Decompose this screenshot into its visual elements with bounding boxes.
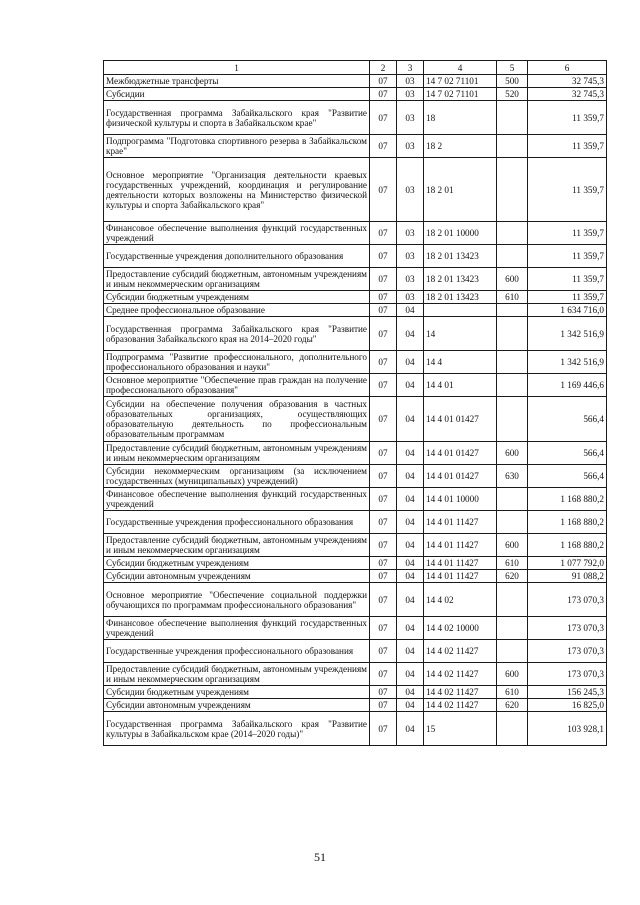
row-target-code: 14 4 02 11427: [424, 640, 497, 663]
row-expense-type: 600: [497, 268, 528, 291]
row-amount: 173 070,3: [528, 617, 607, 640]
table-header-row: [104, 61, 607, 75]
table-row: [104, 663, 607, 686]
row-name: Субсидии автономным учреждениям: [104, 699, 370, 712]
table-row: [104, 686, 607, 699]
row-section: 07: [370, 557, 397, 570]
row-expense-type: 520: [497, 88, 528, 101]
row-subsection: 04: [397, 511, 424, 534]
row-amount: 11 359,7: [528, 135, 607, 158]
row-subsection: 04: [397, 583, 424, 617]
row-target-code: 18 2 01 13423: [424, 268, 497, 291]
row-expense-type: [497, 617, 528, 640]
row-name: Основное мероприятие "Обеспечение социальной поддержки обучающихся по программам профессионального образования": [104, 583, 370, 617]
table-row: [104, 101, 607, 135]
row-target-code: 14 4 01: [424, 374, 497, 397]
row-section: 07: [370, 570, 397, 583]
row-amount: 1 342 516,9: [528, 351, 607, 374]
table-row: [104, 397, 607, 442]
row-section: 07: [370, 351, 397, 374]
row-subsection: 04: [397, 304, 424, 317]
row-name: Государственные учреждения дополнительного образования: [104, 245, 370, 268]
row-target-code: 14 7 02 71101: [424, 75, 497, 88]
row-section: 07: [370, 268, 397, 291]
table-row: [104, 245, 607, 268]
row-expense-type: 630: [497, 465, 528, 488]
row-expense-type: [497, 304, 528, 317]
row-subsection: 04: [397, 397, 424, 442]
header-col-6: 6: [528, 61, 607, 75]
table-row: [104, 583, 607, 617]
row-name: Подпрограмма "Развитие профессионального, дополнительного профессионального образования и науки": [104, 351, 370, 374]
table-row: [104, 75, 607, 88]
row-target-code: 14 4 02 11427: [424, 699, 497, 712]
row-amount: 566,4: [528, 397, 607, 442]
header-col-2: 2: [370, 61, 397, 75]
row-expense-type: 600: [497, 442, 528, 465]
row-amount: 11 359,7: [528, 245, 607, 268]
row-subsection: 03: [397, 75, 424, 88]
row-target-code: 18 2 01 13423: [424, 291, 497, 304]
row-target-code: 14 4 01 11427: [424, 557, 497, 570]
row-subsection: 04: [397, 570, 424, 583]
row-name: Подпрограмма "Подготовка спортивного резерва в Забайкальском крае": [104, 135, 370, 158]
header-col-3: 3: [397, 61, 424, 75]
row-expense-type: [497, 222, 528, 245]
row-amount: 1 342 516,9: [528, 317, 607, 351]
row-name: Финансовое обеспечение выполнения функций государственных учреждений: [104, 222, 370, 245]
row-expense-type: 620: [497, 699, 528, 712]
row-name: Основное мероприятие "Организация деятельности краевых государственных учреждений, координация и регулирование деятельности которых возложены на Министерство физической культуры и спорта Забайкальского края": [104, 158, 370, 222]
row-target-code: 14: [424, 317, 497, 351]
row-section: 07: [370, 304, 397, 317]
row-name: Среднее профессиональное образование: [104, 304, 370, 317]
row-name: Субсидии автономным учреждениям: [104, 570, 370, 583]
row-section: 07: [370, 158, 397, 222]
row-target-code: 14 4 01 11427: [424, 570, 497, 583]
row-amount: 103 928,1: [528, 712, 607, 746]
row-amount: 91 088,2: [528, 570, 607, 583]
row-target-code: 14 4: [424, 351, 497, 374]
row-amount: 156 245,3: [528, 686, 607, 699]
row-target-code: 14 4 02: [424, 583, 497, 617]
row-expense-type: [497, 351, 528, 374]
row-expense-type: [497, 397, 528, 442]
row-name: Субсидии бюджетным учреждениям: [104, 291, 370, 304]
row-subsection: 04: [397, 374, 424, 397]
row-subsection: 03: [397, 158, 424, 222]
table-row: [104, 511, 607, 534]
table-row: [104, 268, 607, 291]
table-row: [104, 374, 607, 397]
row-subsection: 04: [397, 699, 424, 712]
table-row: [104, 570, 607, 583]
row-section: 07: [370, 317, 397, 351]
row-expense-type: 500: [497, 75, 528, 88]
row-name: Государственная программа Забайкальского края "Развитие культуры в Забайкальском крае (2014–2020 годы)": [104, 712, 370, 746]
row-expense-type: 610: [497, 557, 528, 570]
row-name: Субсидии некоммерческим организациям (за исключением государственных (муниципальных) учреждений): [104, 465, 370, 488]
row-name: Финансовое обеспечение выполнения функций государственных учреждений: [104, 488, 370, 511]
row-subsection: 03: [397, 291, 424, 304]
row-target-code: 14 4 01 11427: [424, 534, 497, 557]
row-expense-type: 620: [497, 570, 528, 583]
row-amount: 11 359,7: [528, 222, 607, 245]
row-subsection: 03: [397, 88, 424, 101]
row-section: 07: [370, 75, 397, 88]
row-subsection: 04: [397, 663, 424, 686]
row-name: Государственная программа Забайкальского края "Развитие образования Забайкальского края на 2014–2020 годы": [104, 317, 370, 351]
row-amount: 32 745,3: [528, 75, 607, 88]
row-expense-type: [497, 158, 528, 222]
page-number: 51: [314, 850, 326, 864]
row-target-code: 14 4 01 01427: [424, 465, 497, 488]
row-section: 07: [370, 583, 397, 617]
row-target-code: 18 2 01: [424, 158, 497, 222]
row-name: Межбюджетные трансферты: [104, 75, 370, 88]
row-expense-type: [497, 374, 528, 397]
row-expense-type: [497, 317, 528, 351]
row-amount: 1 169 446,6: [528, 374, 607, 397]
row-amount: 1 168 880,2: [528, 511, 607, 534]
row-target-code: 18 2: [424, 135, 497, 158]
table-row: [104, 304, 607, 317]
row-section: 07: [370, 222, 397, 245]
row-name: Государственные учреждения профессионального образования: [104, 511, 370, 534]
row-amount: 1 168 880,2: [528, 488, 607, 511]
table-row: [104, 317, 607, 351]
row-expense-type: [497, 135, 528, 158]
row-section: 07: [370, 663, 397, 686]
row-subsection: 04: [397, 712, 424, 746]
row-subsection: 03: [397, 268, 424, 291]
row-section: 07: [370, 442, 397, 465]
row-name: Основное мероприятие "Обеспечение прав граждан на получение профессионального образования": [104, 374, 370, 397]
header-col-5: 5: [497, 61, 528, 75]
table-row: [104, 222, 607, 245]
table-row: [104, 534, 607, 557]
row-section: 07: [370, 699, 397, 712]
row-target-code: 18 2 01 13423: [424, 245, 497, 268]
row-amount: 11 359,7: [528, 101, 607, 135]
table-row: [104, 88, 607, 101]
row-amount: 11 359,7: [528, 291, 607, 304]
table-row: [104, 640, 607, 663]
row-section: 07: [370, 712, 397, 746]
row-expense-type: [497, 245, 528, 268]
row-subsection: 04: [397, 640, 424, 663]
table-row: [104, 351, 607, 374]
row-target-code: 14 4 01 01427: [424, 442, 497, 465]
row-target-code: 14 4 02 11427: [424, 686, 497, 699]
row-section: 07: [370, 488, 397, 511]
table-row: [104, 135, 607, 158]
row-target-code: 14 4 01 01427: [424, 397, 497, 442]
row-section: 07: [370, 465, 397, 488]
row-expense-type: 610: [497, 291, 528, 304]
row-target-code: 14 7 02 71101: [424, 88, 497, 101]
row-amount: 16 825,0: [528, 699, 607, 712]
row-section: 07: [370, 291, 397, 304]
row-expense-type: 610: [497, 686, 528, 699]
table-row: [104, 488, 607, 511]
row-name: Государственная программа Забайкальского края "Развитие физической культуры и спорта в Забайкальском крае": [104, 101, 370, 135]
row-subsection: 04: [397, 465, 424, 488]
row-amount: 11 359,7: [528, 158, 607, 222]
row-subsection: 04: [397, 557, 424, 570]
row-subsection: 03: [397, 245, 424, 268]
row-subsection: 04: [397, 317, 424, 351]
header-col-4: 4: [424, 61, 497, 75]
row-section: 07: [370, 374, 397, 397]
row-target-code: 14 4 02 11427: [424, 663, 497, 686]
row-target-code: 14 4 01 11427: [424, 511, 497, 534]
row-section: 07: [370, 640, 397, 663]
row-amount: 32 745,3: [528, 88, 607, 101]
table-row: [104, 712, 607, 746]
table-row: [104, 158, 607, 222]
row-name: Предоставление субсидий бюджетным, автономным учреждениям и иным некоммерческим организациям: [104, 268, 370, 291]
table-row: [104, 557, 607, 570]
row-section: 07: [370, 686, 397, 699]
row-section: 07: [370, 245, 397, 268]
row-subsection: 03: [397, 101, 424, 135]
row-target-code: [424, 304, 497, 317]
row-subsection: 04: [397, 351, 424, 374]
row-target-code: 14 4 01 10000: [424, 488, 497, 511]
row-expense-type: 600: [497, 663, 528, 686]
row-section: 07: [370, 397, 397, 442]
row-amount: 173 070,3: [528, 640, 607, 663]
table-row: [104, 442, 607, 465]
row-amount: 1 634 716,0: [528, 304, 607, 317]
row-expense-type: [497, 583, 528, 617]
row-target-code: 18: [424, 101, 497, 135]
row-amount: 173 070,3: [528, 663, 607, 686]
row-subsection: 04: [397, 534, 424, 557]
table-row: [104, 699, 607, 712]
row-expense-type: [497, 712, 528, 746]
row-subsection: 03: [397, 222, 424, 245]
row-amount: 1 077 792,0: [528, 557, 607, 570]
row-expense-type: 600: [497, 534, 528, 557]
row-expense-type: [497, 640, 528, 663]
row-amount: 566,4: [528, 465, 607, 488]
row-amount: 173 070,3: [528, 583, 607, 617]
row-name: Субсидии бюджетным учреждениям: [104, 557, 370, 570]
row-section: 07: [370, 617, 397, 640]
row-section: 07: [370, 101, 397, 135]
row-subsection: 04: [397, 442, 424, 465]
row-section: 07: [370, 511, 397, 534]
row-section: 07: [370, 88, 397, 101]
table-row: [104, 465, 607, 488]
row-name: Субсидии бюджетным учреждениям: [104, 686, 370, 699]
row-amount: 1 168 880,2: [528, 534, 607, 557]
row-expense-type: [497, 511, 528, 534]
table-row: [104, 291, 607, 304]
row-target-code: 14 4 02 10000: [424, 617, 497, 640]
row-name: Финансовое обеспечение выполнения функций государственных учреждений: [104, 617, 370, 640]
row-name: Предоставление субсидий бюджетным, автономным учреждениям и иным некоммерческим организациям: [104, 534, 370, 557]
row-target-code: 15: [424, 712, 497, 746]
row-subsection: 04: [397, 686, 424, 699]
row-subsection: 04: [397, 617, 424, 640]
row-name: Государственные учреждения профессионального образования: [104, 640, 370, 663]
row-target-code: 18 2 01 10000: [424, 222, 497, 245]
budget-table: [103, 60, 607, 746]
row-expense-type: [497, 101, 528, 135]
row-expense-type: [497, 488, 528, 511]
row-amount: 11 359,7: [528, 268, 607, 291]
row-name: Субсидии на обеспечение получения образования в частных образовательных организациях, осуществляющих образовательную деятельность по профессиональным образовательным программам: [104, 397, 370, 442]
row-name: Предоставление субсидий бюджетным, автономным учреждениям и иным некоммерческим организациям: [104, 663, 370, 686]
row-section: 07: [370, 135, 397, 158]
row-subsection: 04: [397, 488, 424, 511]
row-amount: 566,4: [528, 442, 607, 465]
row-section: 07: [370, 534, 397, 557]
header-col-1: 1: [104, 61, 370, 75]
table-row: [104, 617, 607, 640]
row-name: Субсидии: [104, 88, 370, 101]
row-subsection: 03: [397, 135, 424, 158]
row-name: Предоставление субсидий бюджетным, автономным учреждениям и иным некоммерческим организациям: [104, 442, 370, 465]
